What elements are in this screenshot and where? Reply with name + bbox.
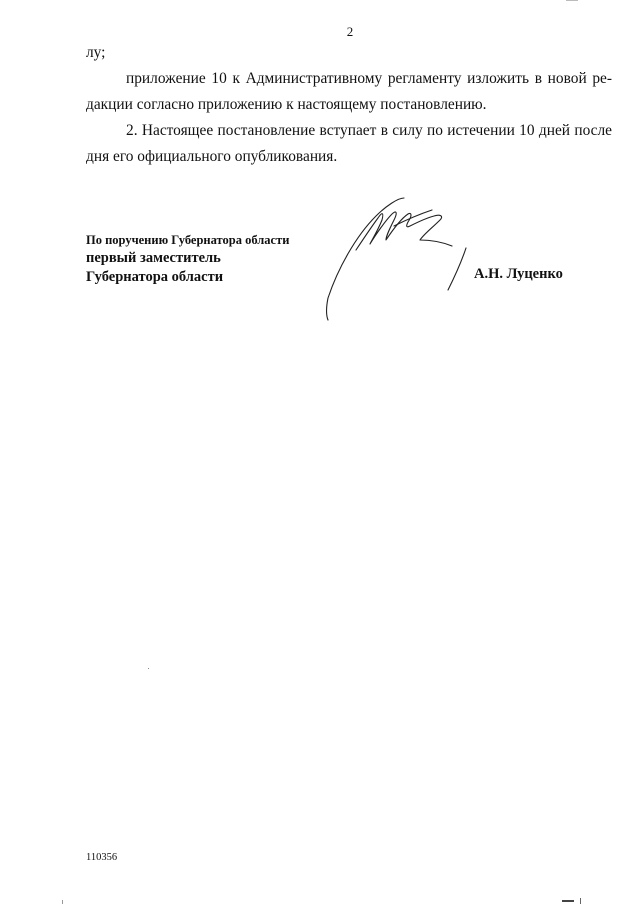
scan-speck xyxy=(148,668,149,669)
text-line: приложение 10 к Административному регламенту изложить в новой ре- xyxy=(126,70,612,87)
text-line: 2. Настоящее постановление вступает в силу по истечении 10 дней после xyxy=(126,122,612,139)
paragraph-effective xyxy=(86,118,612,170)
document-code: 110356 xyxy=(86,852,118,863)
signer-name: А.Н. Луценко xyxy=(474,266,563,282)
scan-edge-mark xyxy=(580,898,581,904)
scan-edge-mark xyxy=(562,900,574,902)
page-number: 2 xyxy=(346,24,354,39)
paragraph-appendix xyxy=(86,66,612,118)
handwritten-signature xyxy=(320,190,480,325)
text-line: дня его официального опубликования. xyxy=(86,148,338,165)
text-line: лу; xyxy=(86,44,106,61)
scan-edge-mark xyxy=(566,0,578,1)
signatory-organization: Губернатора области xyxy=(86,269,224,285)
scan-edge-mark xyxy=(62,900,63,904)
signatory-authority: По поручению Губернатора области xyxy=(86,233,290,247)
text-line: дакции согласно приложению к настоящему постановлению. xyxy=(86,96,487,113)
signature-title-block xyxy=(86,232,289,287)
signatory-position: первый заместитель xyxy=(86,250,221,266)
paragraph-continuation xyxy=(86,40,612,66)
